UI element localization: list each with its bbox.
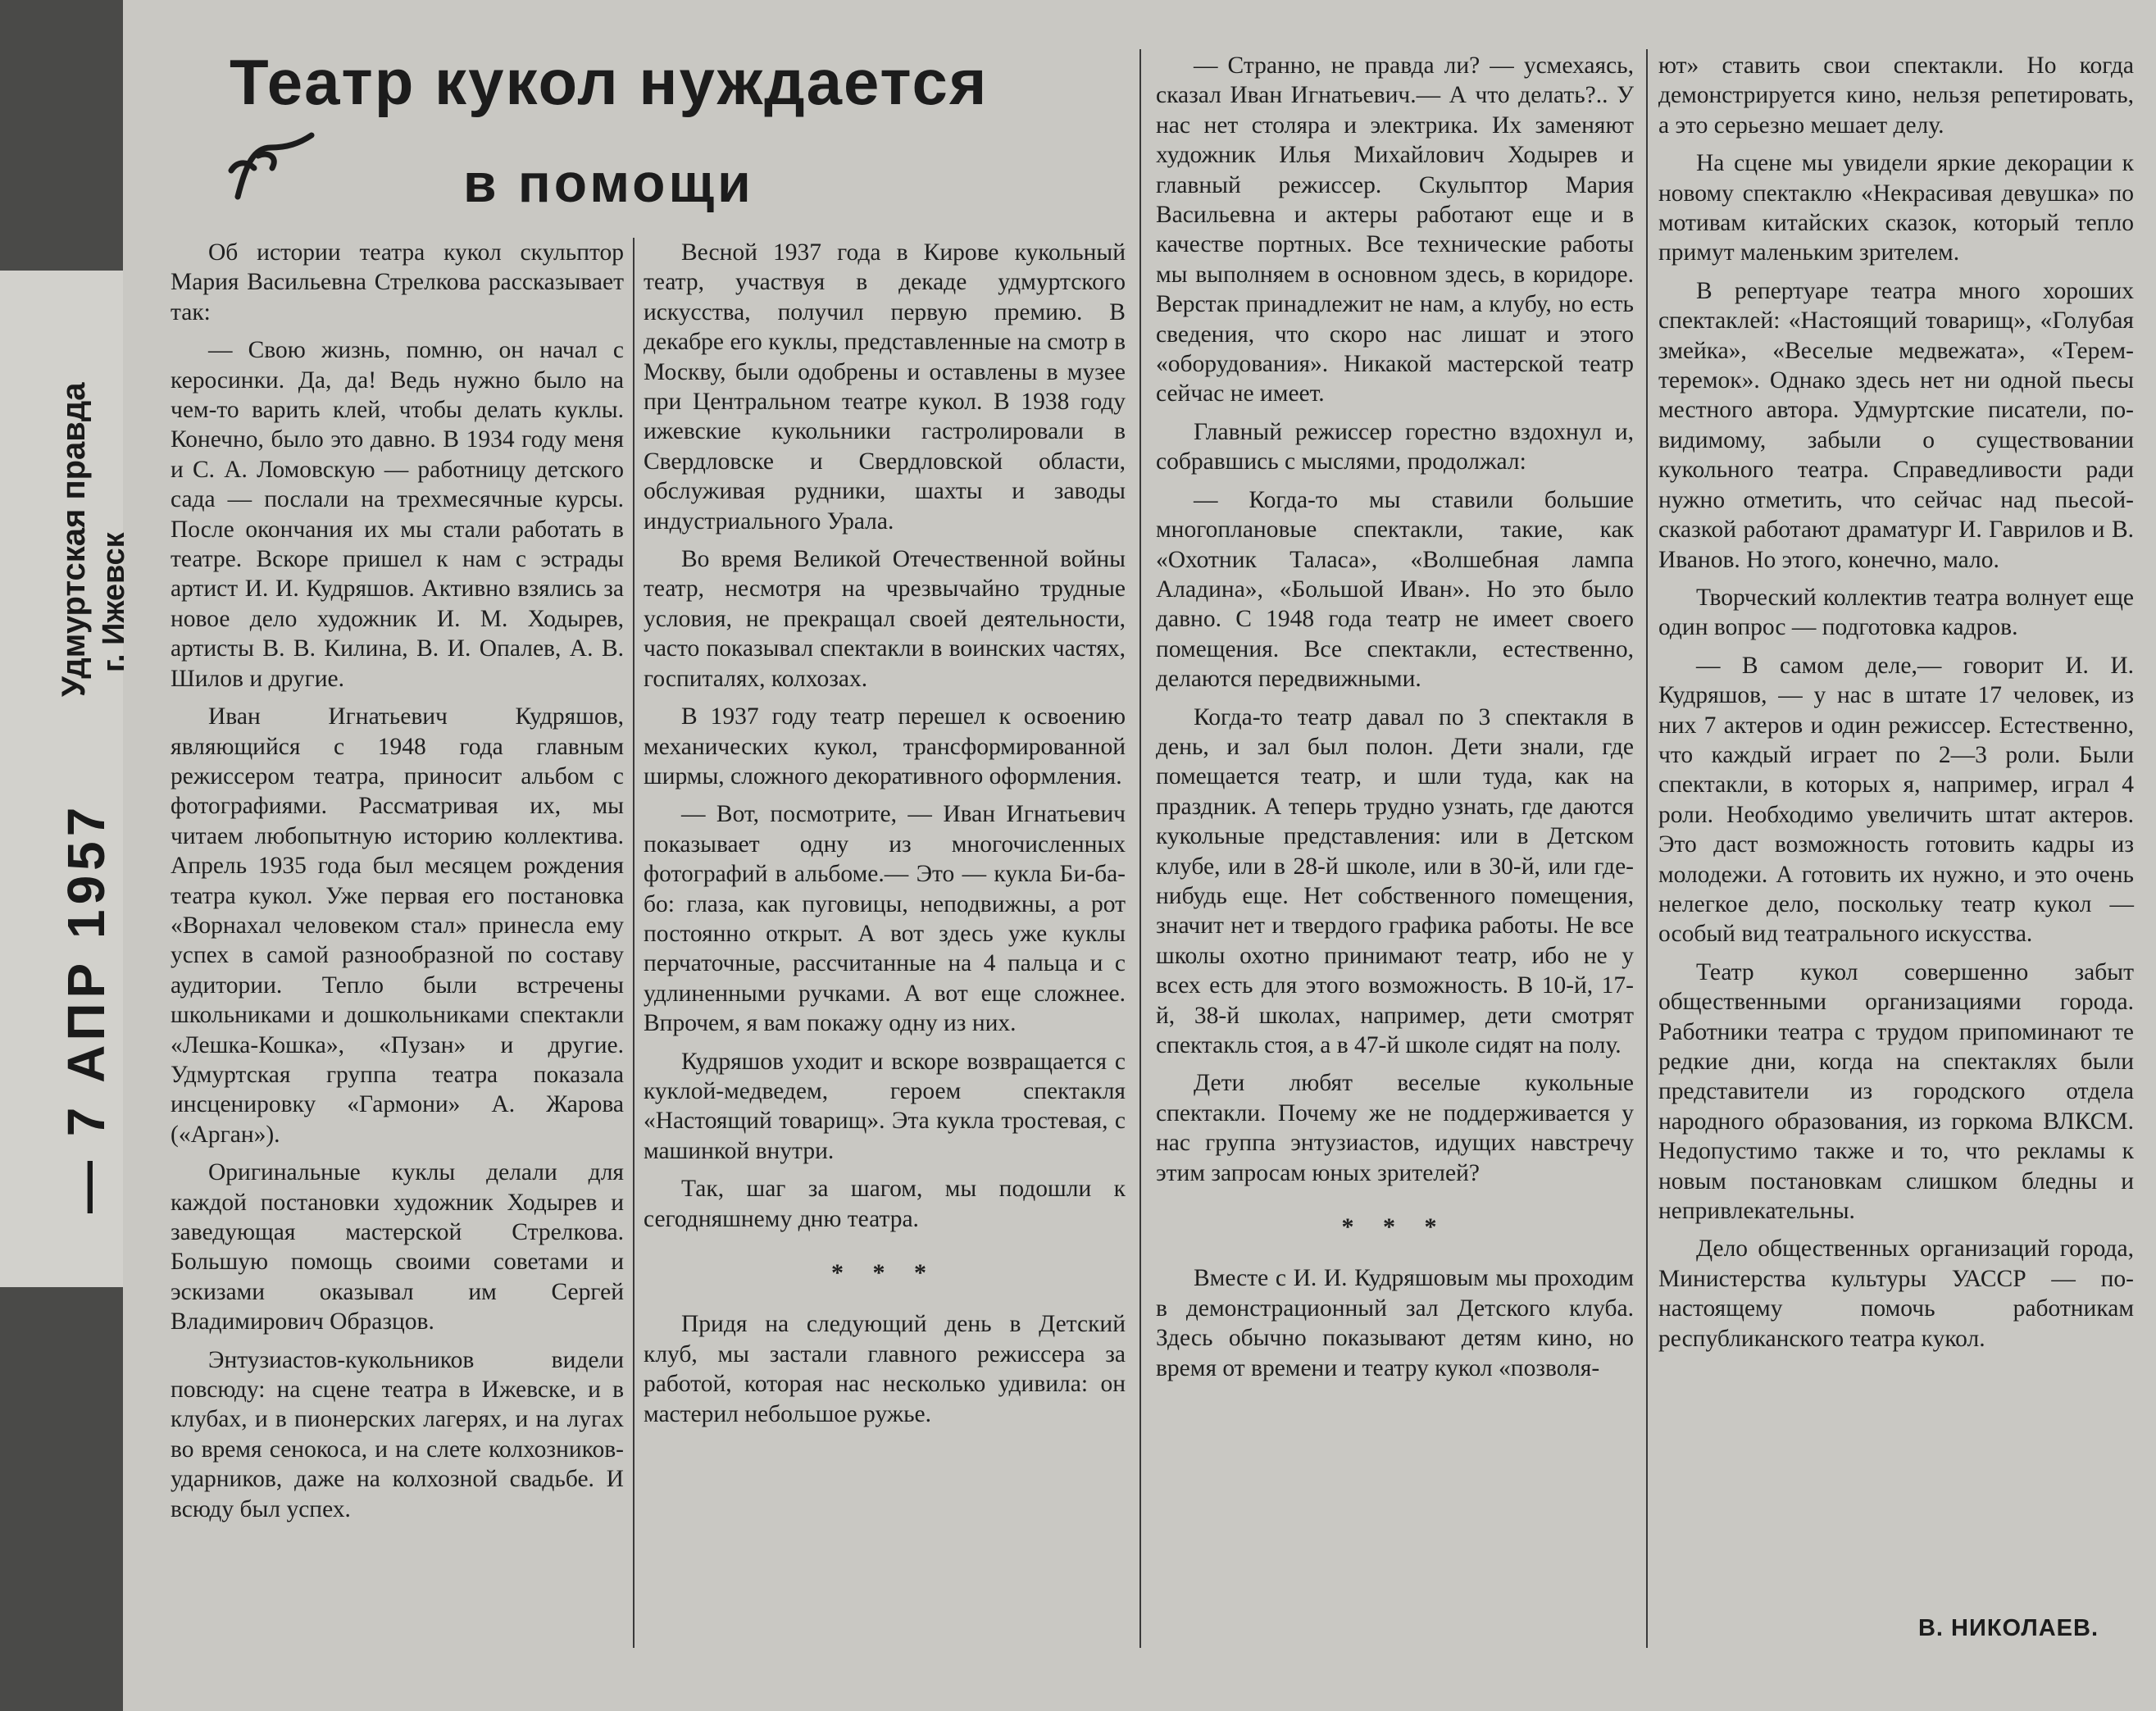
paragraph: — Вот, посмотрите, — Иван Игнатьевич показывает одну из многочисленных фотографий в альбоме.— Это — кукла Би-ба-бо: глаза, как пуговицы, неподвижны, а рот постоянно открыт. А вот здесь уже куклы перчаточные, рассчитанные на 4 пальца и с удлиненными ручками. А вот еще сложнее. Впрочем, я вам покажу одну из них. bbox=[644, 801, 1126, 1037]
paragraph: В 1937 году театр перешел к освоению механических кукол, трансформированной ширмы, сложного декоративного оформления. bbox=[644, 703, 1126, 790]
stamp-city: г. Ижевск bbox=[97, 532, 131, 672]
paragraph: На сцене мы увидели яркие декорации к новому спектаклю «Некрасивая девушка» по мотивам китайских сказок, который тепло примут маленьким зрителем. bbox=[1658, 150, 2134, 266]
paragraph: Об истории театра кукол скульптор Мария Васильевна Стрелкова рассказывает так: bbox=[171, 239, 624, 325]
section-divider: * * * bbox=[1341, 1213, 1449, 1241]
section-divider: * * * bbox=[831, 1259, 938, 1286]
article-column-4 bbox=[1658, 51, 2134, 1362]
paragraph: Дети любят веселые кукольные спектакли. Почему же не поддерживается у нас группа энтузиастов, идущих навстречу этим запросам юных зрителей? bbox=[1156, 1070, 1634, 1186]
column-rule bbox=[633, 238, 635, 1648]
paragraph: В репертуаре театра много хороших спектаклей: «Настоящий товарищ», «Голубая змейка», «Веселые медвежата», «Терем-теремок». Однако здесь нет ни одной пьесы местного автора. Удмуртские писатели, по-видимому, забыли о существовании кукольного театра. Справедливости ради нужно отметить, что сейчас над пьесой-сказкой работают драматург И. Гаврилов и В. Иванов. Но этого, конечно, мало. bbox=[1658, 277, 2134, 573]
paragraph: Творческий коллектив театра волнует еще один вопрос — подготовка кадров. bbox=[1658, 584, 2134, 641]
column-rule bbox=[1139, 49, 1141, 1648]
article-column-1 bbox=[171, 238, 624, 1532]
paragraph: Иван Игнатьевич Кудряшов, являющийся с 1948 года главным режиссером театра, приносит альбом с фотографиями. Рассматривая их, мы читаем любопытную историю коллектива. Апрель 1935 года был месяцем рождения театра кукол. Уже первая его постановка «Ворнахал человеком стал» принесла ему успех в самой разнообразной по составу аудитории. Тепло были встречены школьниками и дошкольниками спектакли «Лешка-Кошка», «Пузан» и другие. Удмуртская группа театра показала инсценировку «Гармони» А. Жарова («Арган»). bbox=[171, 703, 624, 1148]
paragraph: Театр кукол совершенно забыт общественными организациями города. Работники театра с трудом припоминают те редкие дни, когда на спектаклях были представители из городского отдела народного образования, из горкома ВЛКСМ. Недопустимо также и то, что рекламы к новым постановкам слишком бледны и непривлекательны. bbox=[1658, 958, 2134, 1225]
paragraph: Вместе с И. И. Кудряшовым мы проходим в демонстрационный зал Детского клуба. Здесь обычно показывают детям кино, но время от времени и театру кукол «позволя- bbox=[1156, 1265, 1634, 1381]
paragraph: Когда-то театр давал по 3 спектакля в день, и зал был полон. Дети знали, где помещается театр, и шли туда, как на праздник. А теперь трудно узнать, где даются кукольные представления: или в Детском клубе, или в 28-й школе, или в 30-й, или где-нибудь еще. Нет собственного помещения, значит нет и твердого графика работы. Не все школы охотно принимают театр, ибо не у всех есть для этого возможность. В 10-й, 17-й, 38-й школах, например, дети смотрят спектакль стоя, а в 47-й школе сидят на полу. bbox=[1156, 703, 1634, 1058]
paragraph: Во время Великой Отечественной войны театр, несмотря на чрезвычайно трудные условия, не прекращал своей деятельности, часто показывал спектакли в воинских частях, госпиталях, колхозах. bbox=[644, 546, 1126, 692]
stamp-date: — 7 АПР 1957 bbox=[57, 802, 116, 1213]
paragraph: Главный режиссер горестно вздохнул и, собравшись с мыслями, продолжал: bbox=[1156, 418, 1634, 476]
paragraph: Придя на следующий день в Детский клуб, мы застали главного режиссера за работой, которая нас несколько удивила: он мастерил небольшое ружье. bbox=[644, 1311, 1126, 1427]
paragraph: Весной 1937 года в Кирове кукольный театр, участвуя в декаде удмуртского искусства, получил первую премию. В декабре его куклы, представленные на смотр в Москву, были одобрены и оставлены в музее при Центральном театре кукол. В 1938 году ижевские кукольники гастролировали в Свердловске и Свердловской области, обслуживая рудники, шахты и заводы индустриального Урала. bbox=[644, 239, 1126, 535]
paragraph: Энтузиастов-кукольников видели повсюду: на сцене театра в Ижевске, и в клубах, и в пионерских лагерях, и на лугах во время сенокоса, и на слете колхозников-ударников, даже на колхозной свадьбе. И всюду был успех. bbox=[171, 1346, 624, 1522]
article-column-2 bbox=[644, 238, 1126, 1437]
headline-line-2: в помощи bbox=[463, 152, 754, 213]
paragraph: — Странно, не правда ли? — усмехаясь, сказал Иван Игнатьевич.— А что делать?.. У нас нет столяра и электрика. Их заменяют художник Илья Михайлович Ходырев и главный режиссер. Скульптор Мария Васильевна и актеры работают еще и в качестве портных. Все технические работы мы выполняем в основном здесь, в коридоре. Верстак принадлежит не нам, а клубу, но есть сведения, что скоро нас лишат и этого «оборудования». Никакой мастерской театр сейчас не имеет. bbox=[1156, 52, 1634, 407]
article-column-3 bbox=[1156, 51, 1634, 1391]
paragraph: — Когда-то мы ставили большие многоплановые спектакли, такие, как «Охотник Таласа», «Волшебная лампа Аладина», «Большой Иван». Но это было давно. С 1948 года театр не имеет своего помещения. Все спектакли, естественно, делаются передвижными. bbox=[1156, 486, 1634, 693]
column-rule bbox=[1646, 49, 1648, 1648]
author-signature: В. НИКОЛАЕВ. bbox=[1917, 1615, 2099, 1641]
headline-line-1: Театр кукол нуждается bbox=[230, 46, 989, 118]
paragraph: — В самом деле,— говорит И. И. Кудряшов, — у нас в штате 17 человек, из них 7 актеров и один режиссер. Естественно, что каждый играет по 2—3 роли. Были спектакли, в которых я, например, играл 4 роли. Необходимо увеличить штат актеров. Это даст возможность готовить кадры из молодежи. А готовить их нужно, и это очень нелегкое дело, поскольку театр кукол — особый вид театрального искусства. bbox=[1658, 652, 2134, 948]
paragraph: Оригинальные куклы делали для каждой постановки художник Ходырев и заведующая мастерской Стрелкова. Большую помощь своими советами и эскизами оказывал им Сергей Владимирович Образцов. bbox=[171, 1159, 624, 1336]
paragraph: ют» ставить свои спектакли. Но когда демонстрируется кино, нельзя репетировать, а это серьезно мешает делу. bbox=[1658, 52, 2134, 139]
paragraph: Дело общественных организаций города, Министерства культуры УАССР — по-настоящему помочь работникам республиканского театра кукол. bbox=[1658, 1235, 2134, 1352]
paragraph: Кудряшов уходит и вскоре возвращается с куклой-медведем, героем спектакля «Настоящий товарищ». Эта кукла тростевая, с машинкой внутри. bbox=[644, 1048, 1126, 1164]
stamp-text bbox=[0, 271, 131, 1287]
paragraph: — Свою жизнь, помню, он начал с керосинки. Да, да! Ведь нужно было на чем-то варить клей, чтобы делать куклы. Конечно, было это давно. В 1934 году меня и С. А. Ломовскую — работницу детского сада — послали на трехмесячные курсы. После окончания их мы стали работать в театре. Вскоре пришел к нам с эстрады артист И. И. Кудряшов. Активно взялись за новое дело художник И. М. Ходырев, артисты В. В. Килина, В. И. Опалев, А. В. Шилов и другие. bbox=[171, 337, 624, 692]
ornament-icon bbox=[221, 131, 320, 205]
stamp-newspaper: Удмуртская правда bbox=[56, 382, 92, 697]
paragraph: Так, шаг за шагом, мы подошли к сегодняшнему дню театра. bbox=[644, 1176, 1126, 1232]
archive-stamp bbox=[0, 271, 131, 1287]
